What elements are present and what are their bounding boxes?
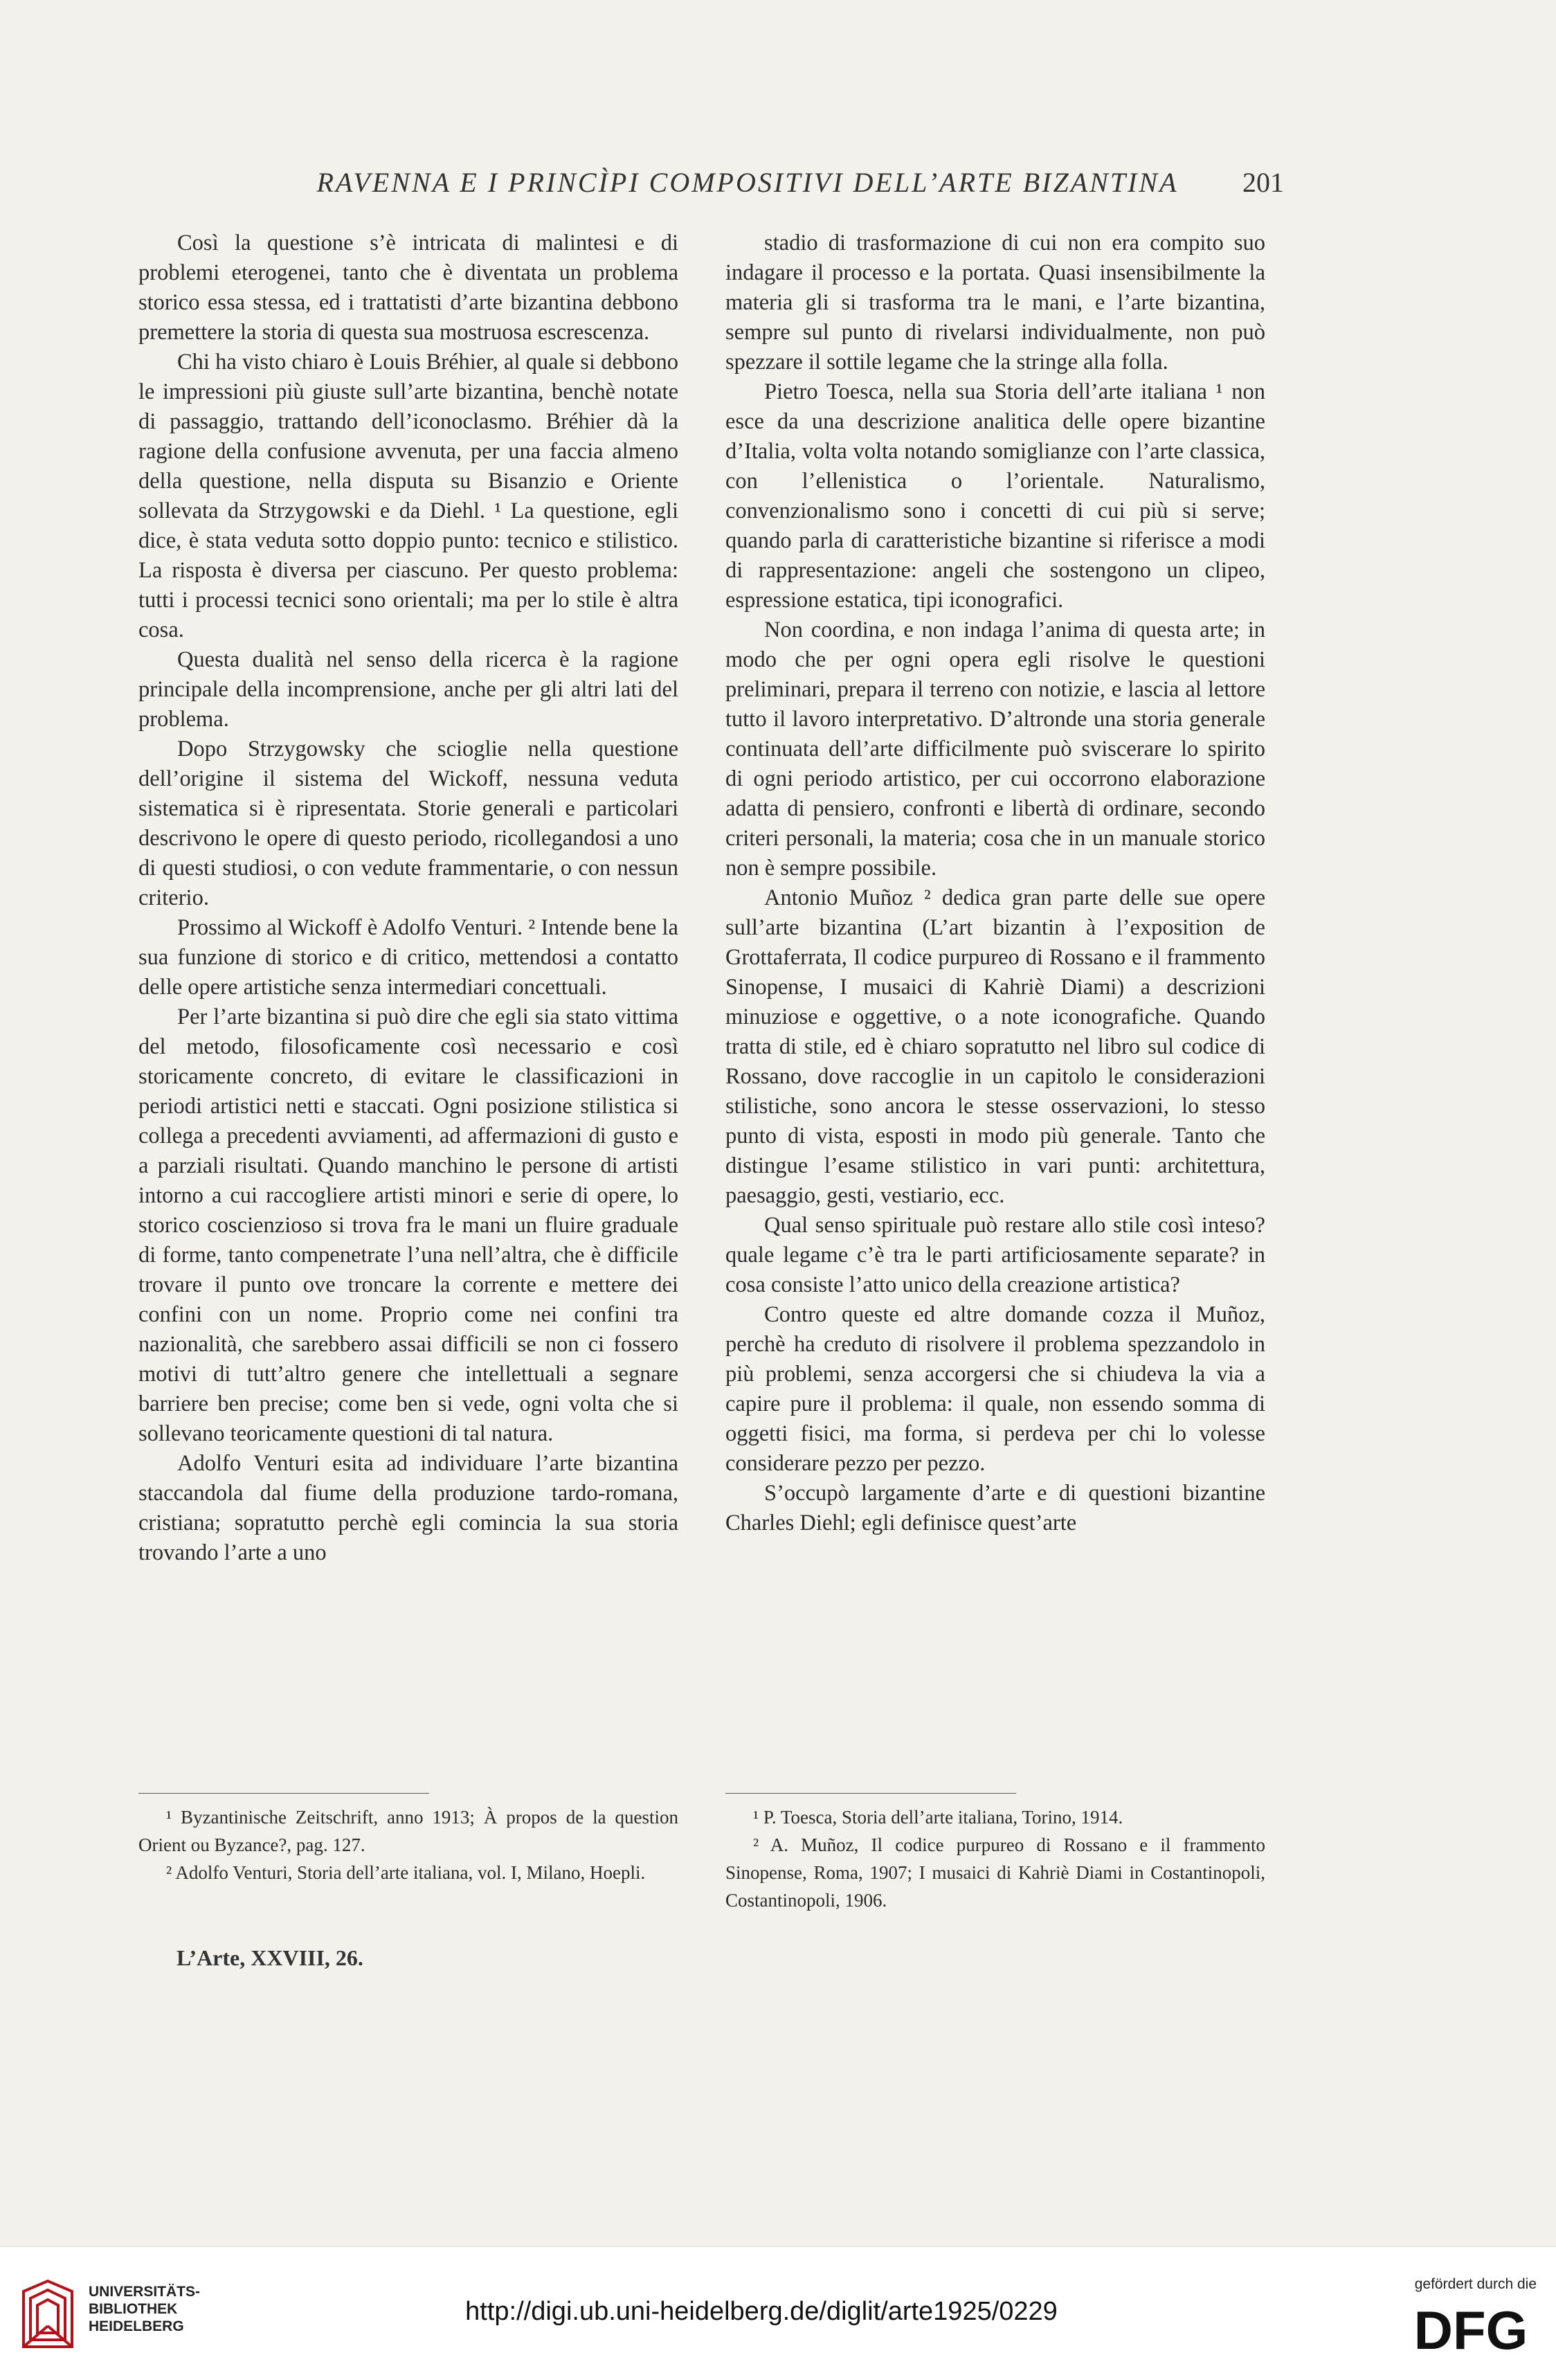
paragraph: Così la questione s’è intricata di malintesi e di problemi eterogenei, tanto che è diventata un problema storico essa stessa, ed i trattatisti d’arte bizantina debbono premettere la storia di questa sua mostruosa escrescenza. <box>138 231 678 345</box>
paragraph: Qual senso spirituale può restare allo stile così inteso? quale legame c’è tra le parti artificiosamente separate? in cosa consiste l’atto unico della creazione artistica? <box>725 1213 1265 1297</box>
footnote-divider <box>138 1793 429 1794</box>
left-column <box>138 228 678 1568</box>
footnote: ¹ Byzantinische Zeitschrift, anno 1913; À propos de la question Orient ou Byzance?, pag. 127. <box>138 1807 678 1855</box>
right-column <box>725 228 1265 1538</box>
footnote: ² Adolfo Venturi, Storia dell’arte italiana, vol. I, Milano, Hoepli. <box>166 1862 646 1883</box>
library-name <box>89 2283 200 2335</box>
library-name-line: HEIDELBERG <box>89 2318 184 2334</box>
footnote-divider <box>725 1793 1016 1794</box>
paragraph: Dopo Strzygowsky che scioglie nella questione dell’origine il sistema del Wickoff, nessuna veduta sistematica si è ripresentata. Storie generali e particolari descrivono le opere di questo periodo, ricollegandosi a uno di questi studiosi, o con vedute frammentarie, o con nessun criterio. <box>138 737 678 910</box>
footnote: ¹ P. Toesca, Storia dell’arte italiana, Torino, 1914. <box>753 1807 1123 1828</box>
footnotes-left <box>138 1803 678 1886</box>
paragraph: Chi ha visto chiaro è Louis Bréhier, al quale si debbono le impressioni più giuste sull’arte bizantina, benchè notate di passaggio, trattando dell’iconoclasmo. Bréhier dà la ragione della confusione avvenuta, per una faccia almeno della questione, nella disputa su Bisanzio e Oriente sollevata da Strzygowski e da Diehl. ¹ La questione, egli dice, è stata veduta sotto doppio punto: tecnico e stilistico. La risposta è diversa per ciascuno. Per questo problema: tutti i processi tecnici sono orientali; ma per lo stile è altra cosa. <box>138 350 678 642</box>
paragraph: Prossimo al Wickoff è Adolfo Venturi. ² Intende bene la sua funzione di storico e di critico, mettendosi a contatto delle opere artistiche senza intermediari concettuali. <box>138 915 678 1000</box>
paragraph: Pietro Toesca, nella sua Storia dell’arte italiana ¹ non esce da una descrizione analitica delle opere bizantine d’Italia, volta volta notando somiglianze con l’arte classica, con l’ellenistica o l’orientale. Naturalismo, convenzionalismo sono i concetti di cui più si serve; quando parla di caratteristiche bizantine si riferisce a modi di rappresentazione: angeli che sostengono un clipeo, espressione estatica, tipi iconografici. <box>725 379 1265 613</box>
library-name-line: UNIVERSITÄTS- <box>89 2284 201 2300</box>
paragraph: Questa dualità nel senso della ricerca è la ragione principale della incomprensione, anche per gli altri lati del problema. <box>138 647 678 732</box>
library-logo-icon <box>17 2278 79 2354</box>
footnote: ² A. Muñoz, Il codice purpureo di Rossano e il frammento Sinopense, Roma, 1907; I musaici di Kahriè Diami in Costantinopoli, Costantinopoli, 1906. <box>725 1834 1265 1911</box>
library-name-line: BIBLIOTHEK <box>89 2301 178 2317</box>
running-title: RAVENNA E I PRINCÌPI COMPOSITIVI DELL’ARTE BIZANTINA <box>316 167 1179 198</box>
paragraph: Antonio Muñoz ² dedica gran parte delle sue opere sull’arte bizantina (L’art bizantin à l’exposition de Grottaferrata, Il codice purpureo di Rossano e il frammento Sinopense, I musaici di Kahriè Diami) a descrizioni minuziose e oggettive, o a note iconografiche. Quando tratta di stile, ed è chiaro sopratutto nel libro sul codice di Rossano, dove raccoglie in un capitolo le considerazioni stilistiche, sono ancora le stesse osservazioni, lo stesso punto di vista, esposti in modo più generale. Tanto che distingue l’esame stilistico in vari punti: architettura, paesaggio, gesti, vestiario, ecc. <box>725 885 1265 1208</box>
dfg-logo-text: DFG <box>1413 2302 1528 2357</box>
paragraph: Non coordina, e non indaga l’anima di questa arte; in modo che per ogni opera egli risolve le questioni preliminari, prepara il terreno con notizie, e lascia al lettore tutto il lavoro interpretativo. D’altronde una storia generale continuata dell’arte difficilmente può sviscerare lo spirito di ogni periodo artistico, per cui occorrono elaborazione adatta di pensiero, confronti e libertà di ordinare, secondo criteri personali, la materia; cosa che in un manuale storico non è sempre possibile. <box>725 617 1265 881</box>
page-number: 201 <box>1242 167 1284 198</box>
footnotes-right <box>725 1803 1265 1914</box>
source-url-link[interactable]: http://digi.ub.uni-heidelberg.de/diglit/arte1925/0229 <box>465 2297 1058 2326</box>
paragraph: Contro queste ed altre domande cozza il Muñoz, perchè ha creduto di risolvere il problema spezzandolo in più problemi, senza accorgersi che si chiudeva la via a capire pure il problema: il quale, non essendo somma di oggetti fisici, ma forma, si perdeva per chi lo volesse considerare pezzo per pezzo. <box>725 1302 1265 1476</box>
paragraph: stadio di trasformazione di cui non era compito suo indagare il processo e la portata. Quasi insensibilmente la materia gli si trasforma tra le mani, e l’arte bizantina, sempre sul punto di rivelarsi individualmente, non può spezzare il sottile legame che la stringe alla folla. <box>725 231 1265 375</box>
paragraph: S’occupò largamente d’arte e di questioni bizantine Charles Diehl; egli definisce quest’arte <box>725 1481 1265 1535</box>
paragraph: Per l’arte bizantina si può dire che egli sia stato vittima del metodo, filosoficamente così necessario e così storicamente concreto, di evitare le classificazioni in periodi artistici netti e staccati. Ogni posizione stilistica si collega a precedenti avviamenti, ad affermazioni di gusto e a parziali risultati. Quando manchino le persone di artisti intorno a cui raccogliere artisti minori e serie di opere, lo storico coscienzioso si trova fra le mani un fluire graduale di forme, tanto compenetrate l’una nell’altra, che è difficile trovare il punto ove troncare la corrente e mettere dei confini con un nome. Proprio come nei confini tra nazionalità, che sarebbero assai difficili se non ci fossero motivi di tutt’altro genere che intellettuali a segnare barriere ben precise; come ben si vede, ogni volta che si sollevano teoricamente questioni di tal natura. <box>138 1004 678 1446</box>
paragraph: Adolfo Venturi esita ad individuare l’arte bizantina staccandola dal fiume della produzione tardo-romana, cristiana; sopratutto perchè egli comincia la sua storia trovando l’arte a uno <box>138 1451 678 1565</box>
printer-signature: L’Arte, XXVIII, 26. <box>177 1945 363 1970</box>
dfg-logo-icon <box>1402 2302 1540 2357</box>
funder-label: gefördert durch die <box>1414 2276 1537 2292</box>
